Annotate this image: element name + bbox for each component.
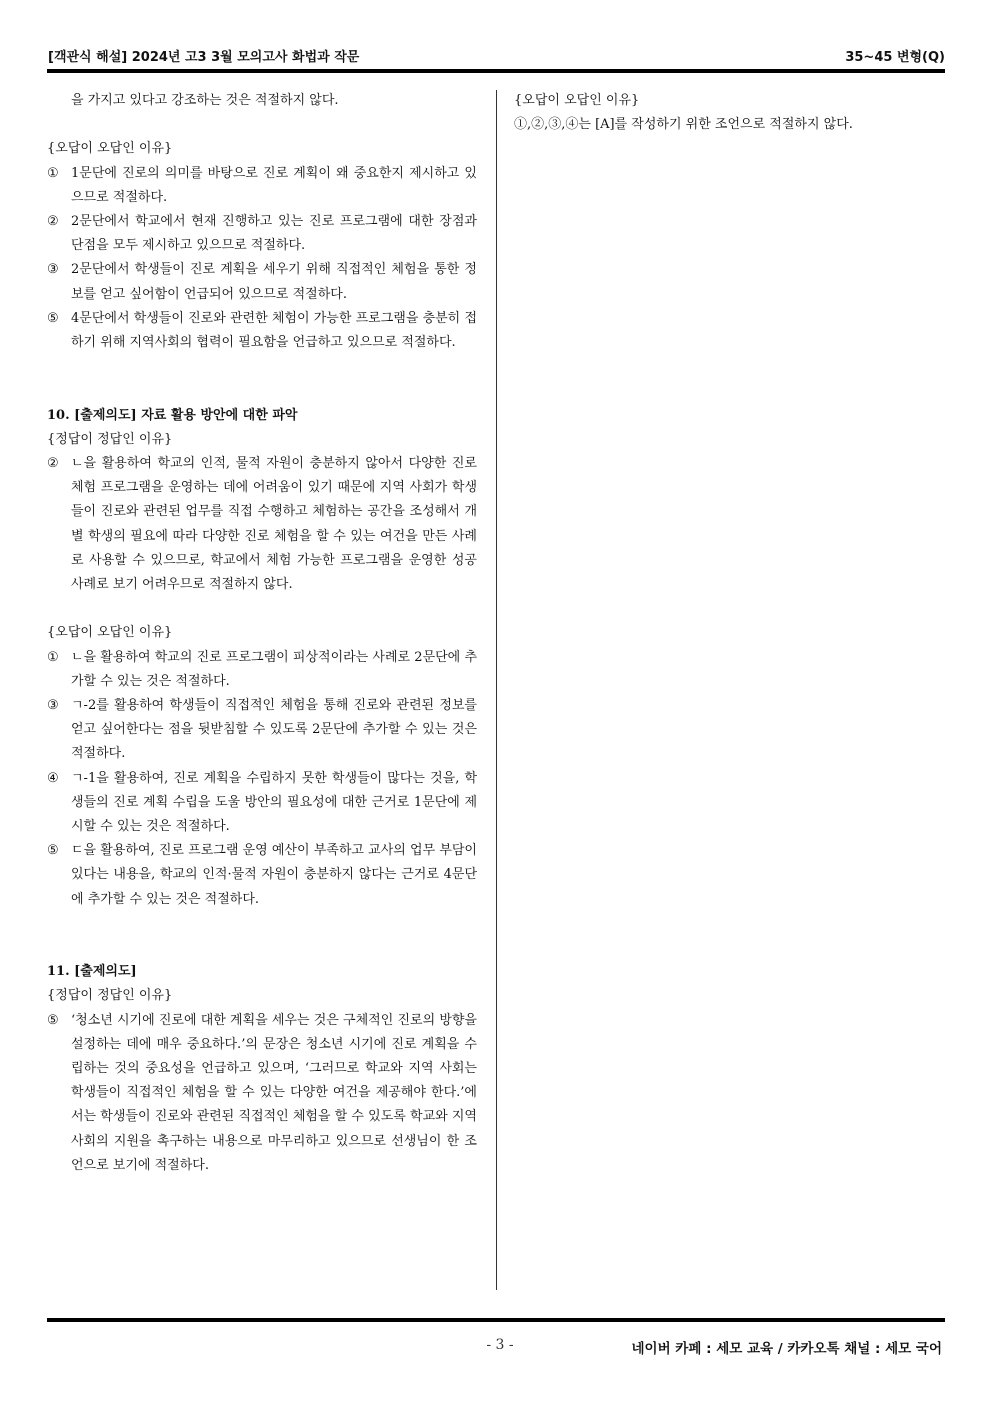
page-header — [48, 46, 945, 66]
header-range: 35~45 변형(Q) — [845, 50, 945, 65]
q11-heading: 11. [출제의도] — [47, 964, 137, 980]
list-item: ⑤ ㄷ을 활용하여, 진로 프로그램 운영 예산이 부족하고 교사의 업무 부담이 있다는 내용을, 학교의 인적·물적 자원이 충분하지 않다는 근거로 4문단에 추가할 수 있는 것은 적절하다. — [47, 843, 477, 907]
list-item: ② 2문단에서 학교에서 현재 진행하고 있는 진로 프로그램에 대한 장점과 단점을 모두 제시하고 있으므로 적절하다. — [47, 214, 477, 254]
right-column — [514, 89, 939, 137]
wrong-answer-label: {오답이 오답인 이유} — [514, 93, 640, 108]
left-column — [47, 89, 477, 1178]
list-item: ⑤ ‘청소년 시기에 진로에 대한 계획을 세우는 것은 구체적인 진로의 방향을 설정하는 데에 매우 중요하다.’의 문장은 청소년 시기에 진로 계획을 수립하는 것의 중요성을 언급하고 있으며, ‘그러므로 학교와 지역 사회는 학생들이 직접적인 체험을 할 수 있는 다양한 여건을 제공해야 한다.’에서는 학생들이 진로와 관련된 직접적인 체험을 할 수 있도록 학교와 지역 사회의 지원을 촉구하는 내용으로 마무리하고 있으므로 선생님이 한 조언으로 보기에 적절하다. — [47, 1012, 477, 1173]
list-item: ② ㄴ을 활용하여 학교의 인적, 물적 자원이 충분하지 않아서 다양한 진로 체험 프로그램을 운영하는 데에 어려움이 있기 때문에 지역 사회가 학생들이 진로와 관련된 업무를 직접 수행하고 체험하는 공간을 조성해서 개별 학생의 필요에 따라 다양한 진로 체험을 할 수 있는 여건을 만든 사례로 사용할 수 있으므로, 학교에서 체험 가능한 프로그램을 운영한 성공 사례로 보기 어려우므로 적절하지 않다. — [47, 456, 477, 593]
footer-credit: 네이버 카페 : 세모 교육 / 카카오톡 채널 : 세모 국어 — [631, 1341, 942, 1357]
continued-line: 을 가지고 있다고 강조하는 것은 적절하지 않다. — [71, 93, 339, 108]
correct-answer-label: {정답이 정답인 이유} — [47, 431, 173, 447]
wrong-answer-label: {오답이 오답인 이유} — [47, 625, 173, 641]
q10-heading: 10. [출제의도] 자료 활용 방안에 대한 파악 — [47, 407, 298, 423]
right-column-text: ①,②,③,④는 [A]를 작성하기 위한 조언으로 적절하지 않다. — [514, 117, 853, 133]
column-divider — [496, 90, 497, 1290]
list-item: ③ 2문단에서 학생들이 진로 계획을 세우기 위해 직접적인 체험을 통한 정보를 얻고 싶어함이 언급되어 있으므로 적절하다. — [47, 262, 477, 302]
list-item: ① ㄴ을 활용하여 학교의 진로 프로그램이 피상적이라는 사례로 2문단에 추가할 수 있는 것은 적절하다. — [47, 649, 477, 689]
header-rule — [47, 69, 945, 73]
list-item: ④ ㄱ-1을 활용하여, 진로 계획을 수립하지 못한 학생들이 많다는 것을, 학생들의 진로 계획 수립을 도울 방안의 필요성에 대한 근거로 1문단에 제시할 수 있는 것은 적절하다. — [47, 770, 477, 835]
list-item: ⑤ 4문단에서 학생들이 진로와 관련한 체험이 가능한 프로그램을 충분히 접하기 위해 지역사회의 협력이 필요함을 언급하고 있으므로 적절하다. — [47, 310, 477, 351]
page-number: - 3 - — [486, 1337, 514, 1353]
list-item: ③ ㄱ-2를 활용하여 학생들이 직접적인 체험을 통해 진로와 관련된 정보를 얻고 싶어한다는 점을 뒷받침할 수 있도록 2문단에 추가할 수 있는 것은 적절하다. — [47, 698, 477, 762]
footer-rule — [47, 1318, 945, 1322]
wrong-answer-label: {오답이 오답인 이유} — [47, 141, 173, 157]
list-item: ① 1문단에 진로의 의미를 바탕으로 진로 계획이 왜 중요한지 제시하고 있으므로 적절하다. — [47, 165, 477, 205]
header-title: [객관식 해설] 2024년 고3 3월 모의고사 화법과 작문 — [48, 50, 360, 65]
correct-answer-label: {정답이 정답인 이유} — [47, 988, 173, 1004]
